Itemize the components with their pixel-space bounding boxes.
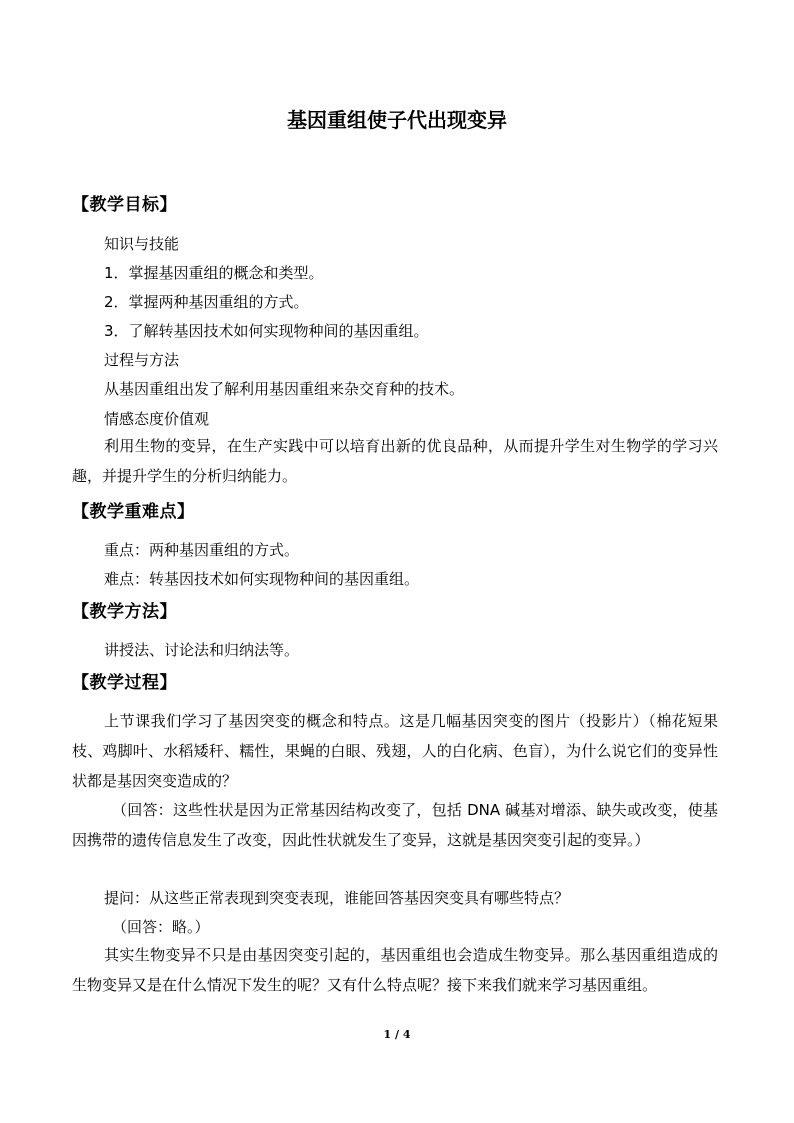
key-point: 重点：两种基因重组的方式。 (104, 541, 300, 559)
keypoints-heading: 【教学重难点】 (72, 502, 195, 522)
objective-item-2: 2．掌握两种基因重组的方式。 (104, 293, 309, 311)
process-paragraph-3: 提问：从这些正常表现到突变表现，谁能回答基因突变具有哪些特点？ (104, 889, 570, 907)
process-label: 过程与方法 (104, 351, 180, 369)
methods-heading: 【教学方法】 (72, 602, 177, 622)
difficult-point: 难点：转基因技术如何实现物种间的基因重组。 (104, 570, 420, 588)
knowledge-label: 知识与技能 (104, 235, 180, 253)
objective-item-3: 3．了解转基因技术如何实现物种间的基因重组。 (104, 322, 429, 340)
emotion-label: 情感态度价值观 (104, 410, 210, 428)
objective-item-1: 1．掌握基因重组的概念和类型。 (104, 264, 324, 282)
page-title: 基因重组使子代出现变异 (287, 108, 507, 132)
methods-text: 讲授法、讨论法和归纳法等。 (104, 641, 300, 659)
process-paragraph-5: 其实生物变异不只是由基因突变引起的，基因重组也会造成生物变异。那么基因重组造成的生物变异又是在什么情况下发生的呢？又有什么特点呢？接下来我们就来学习基因重组。 (72, 946, 718, 994)
emotion-text: 利用生物的变异，在生产实践中可以培育出新的优良品种，从而提升学生对生物学的学习兴趣，并提升学生的分析归纳能力。 (72, 437, 718, 485)
page-number: 1 / 4 (383, 1028, 411, 1041)
process-heading: 【教学过程】 (72, 673, 177, 693)
objectives-heading: 【教学目标】 (72, 195, 177, 215)
process-paragraph-2: （回答：这些性状是因为正常基因结构改变了，包括 DNA 碱基对增添、缺失或改变，使基因携带的遗传信息发生了改变，因此性状就发生了变异，这就是基因突变引起的变异。） (72, 801, 718, 849)
process-text: 从基因重组出发了解利用基因重组来杂交育种的技术。 (104, 380, 465, 398)
process-paragraph-1: 上节课我们学习了基因突变的概念和特点。这是几幅基因突变的图片（投影片）（棉花短果枝、鸡脚叶、水稻矮秆、糯性，果蝇的白眼、残翅，人的白化病、色盲），为什么说它们的变异性状都是基因突变造成的？ (72, 712, 718, 790)
process-paragraph-4: （回答：略。） (112, 918, 210, 936)
